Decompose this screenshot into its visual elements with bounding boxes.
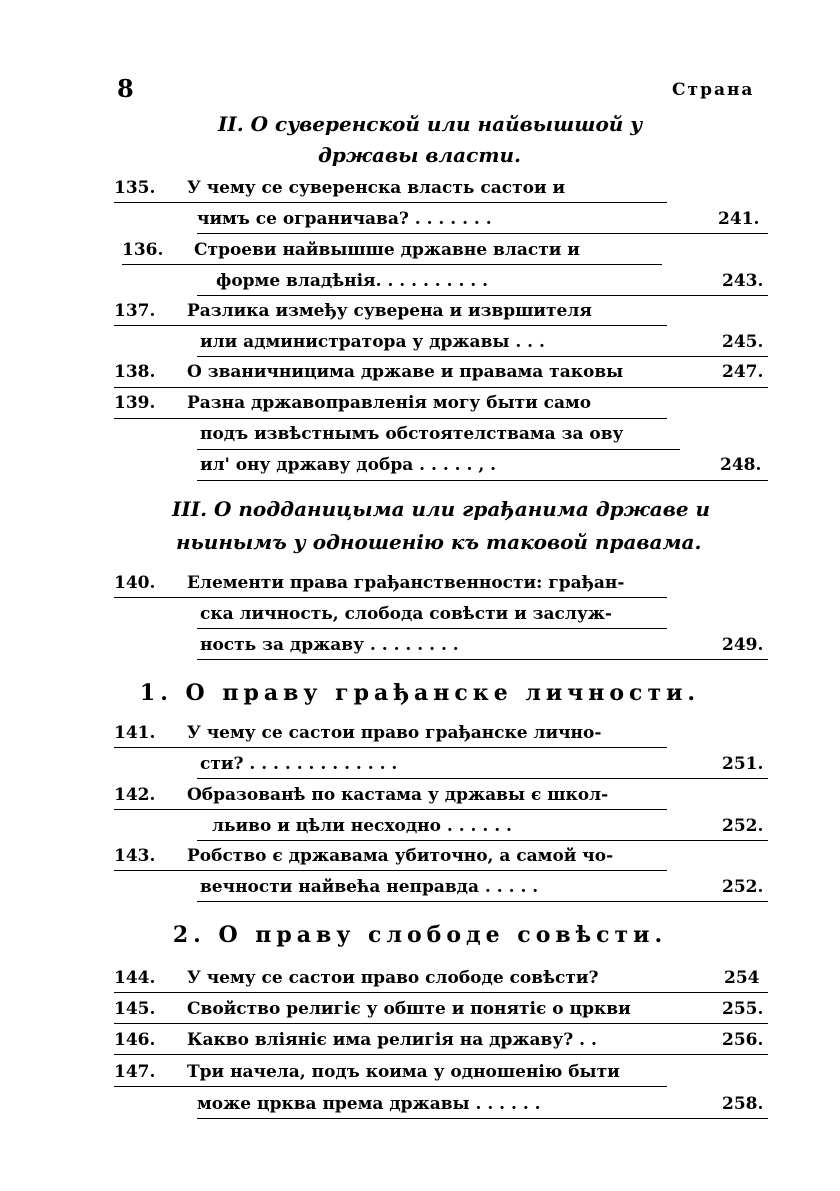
entry-number: 139. bbox=[114, 393, 156, 413]
underline bbox=[197, 901, 768, 902]
entry-number: 144. bbox=[114, 968, 156, 988]
underline bbox=[114, 747, 667, 748]
entry-page-number: 252. bbox=[722, 877, 764, 897]
underline bbox=[114, 325, 667, 326]
entry-title: Робство є државама убиточно, а самой чо- bbox=[187, 846, 614, 866]
entry-page-number: 248. bbox=[720, 455, 762, 475]
section-heading-3-line2: ньинымъ у одношенію къ таковой правама. bbox=[176, 530, 702, 554]
entry-number: 141. bbox=[114, 723, 156, 743]
underline bbox=[114, 870, 667, 871]
underline bbox=[197, 1118, 768, 1119]
entry-page-number: 254 bbox=[724, 968, 760, 988]
entry-title-cont: или администратора у државы . . . bbox=[200, 332, 545, 352]
underline bbox=[197, 356, 768, 357]
entry-page-number: 243. bbox=[722, 271, 764, 291]
entry-title: У чему се састои право грађанске лично- bbox=[187, 723, 602, 743]
underline bbox=[114, 597, 667, 598]
entry-title: Разна државоправленія могу быти само bbox=[187, 393, 592, 413]
underline bbox=[197, 480, 768, 481]
entry-title: Три начела, подъ коима у одношенію быти bbox=[187, 1062, 620, 1082]
underline bbox=[114, 992, 768, 993]
underline bbox=[122, 264, 662, 265]
entry-page-number: 252. bbox=[722, 816, 764, 836]
entry-title-cont: вечности найвећа неправда . . . . . bbox=[200, 877, 539, 897]
entry-number: 137. bbox=[114, 301, 156, 321]
underline bbox=[114, 1054, 768, 1055]
underline bbox=[114, 1023, 768, 1024]
entry-number: 142. bbox=[114, 785, 156, 805]
subsection-heading-2: 2. О праву слободе совѣсти. bbox=[172, 922, 668, 948]
underline bbox=[197, 295, 768, 296]
entry-title: Свойство религіє у обште и понятіє о цркви bbox=[187, 999, 631, 1019]
underline bbox=[197, 449, 680, 450]
entry-number: 136. bbox=[122, 240, 164, 260]
entry-number: 147. bbox=[114, 1062, 156, 1082]
entry-title-cont: форме владѣнія. . . . . . . . . . bbox=[216, 271, 489, 291]
entry-number: 135. bbox=[114, 178, 156, 198]
entry-page-number: 241. bbox=[718, 209, 760, 229]
underline bbox=[114, 387, 768, 388]
underline bbox=[197, 840, 768, 841]
underline bbox=[114, 1086, 667, 1087]
entry-page-number: 255. bbox=[722, 999, 764, 1019]
entry-title: О званичницима државе и правама таковы bbox=[187, 362, 624, 382]
underline bbox=[197, 233, 768, 234]
entry-page-number: 256. bbox=[722, 1030, 764, 1050]
section-mark: 8 bbox=[117, 74, 134, 103]
entry-number: 140. bbox=[114, 573, 156, 593]
subsection-heading-1: 1. О праву грађанске личности. bbox=[139, 680, 701, 706]
entry-number: 143. bbox=[114, 846, 156, 866]
underline bbox=[197, 659, 768, 660]
entry-title-cont: подъ извѣстнымъ обстоятелствама за ову bbox=[200, 424, 624, 444]
entry-number: 138. bbox=[114, 362, 156, 382]
section-heading-2-line1: II. О суверенской или найвышшой у bbox=[218, 112, 643, 136]
entry-page-number: 251. bbox=[722, 754, 764, 774]
entry-page-number: 258. bbox=[722, 1094, 764, 1114]
entry-title: Елементи права грађанственности: грађан- bbox=[187, 573, 625, 593]
entry-title: Строеви найвышше државне власти и bbox=[194, 240, 580, 260]
entry-page-number: 249. bbox=[722, 635, 764, 655]
entry-title-cont: ил' ону државу добра . . . . . , . bbox=[200, 455, 497, 475]
entry-title-cont: ность за државу . . . . . . . . bbox=[200, 635, 459, 655]
entry-title-cont: чимъ се ограничава? . . . . . . . bbox=[197, 209, 492, 229]
underline bbox=[197, 628, 667, 629]
underline bbox=[114, 202, 667, 203]
entry-title: У чему се састои право слободе совѣсти? bbox=[187, 968, 599, 988]
underline bbox=[114, 418, 667, 419]
entry-page-number: 245. bbox=[722, 332, 764, 352]
entry-title: Образованѣ по кастама у државы є школ- bbox=[187, 785, 609, 805]
underline bbox=[197, 778, 768, 779]
entry-page-number: 247. bbox=[722, 362, 764, 382]
underline bbox=[114, 809, 667, 810]
entry-title: Разлика између суверена и извршителя bbox=[187, 301, 592, 321]
entry-number: 145. bbox=[114, 999, 156, 1019]
section-heading-3-line1: III. О подданицыма или грађанима државе и bbox=[172, 497, 711, 521]
entry-title: У чему се суверенска власть састои и bbox=[187, 178, 566, 198]
entry-title-cont: сти? . . . . . . . . . . . . . bbox=[200, 754, 398, 774]
entry-title: Какво вліяніє има религія на државу? . . bbox=[187, 1030, 597, 1050]
entry-title-cont: може црква према државы . . . . . . bbox=[197, 1094, 541, 1114]
entry-title-cont: льиво и цѣли несходно . . . . . . bbox=[212, 816, 512, 836]
entry-number: 146. bbox=[114, 1030, 156, 1050]
page-column-label: Страна bbox=[672, 80, 755, 100]
entry-title-cont: ска личность, слобода совѣсти и заслуж- bbox=[200, 604, 612, 624]
section-heading-2-line2: државы власти. bbox=[318, 143, 521, 167]
